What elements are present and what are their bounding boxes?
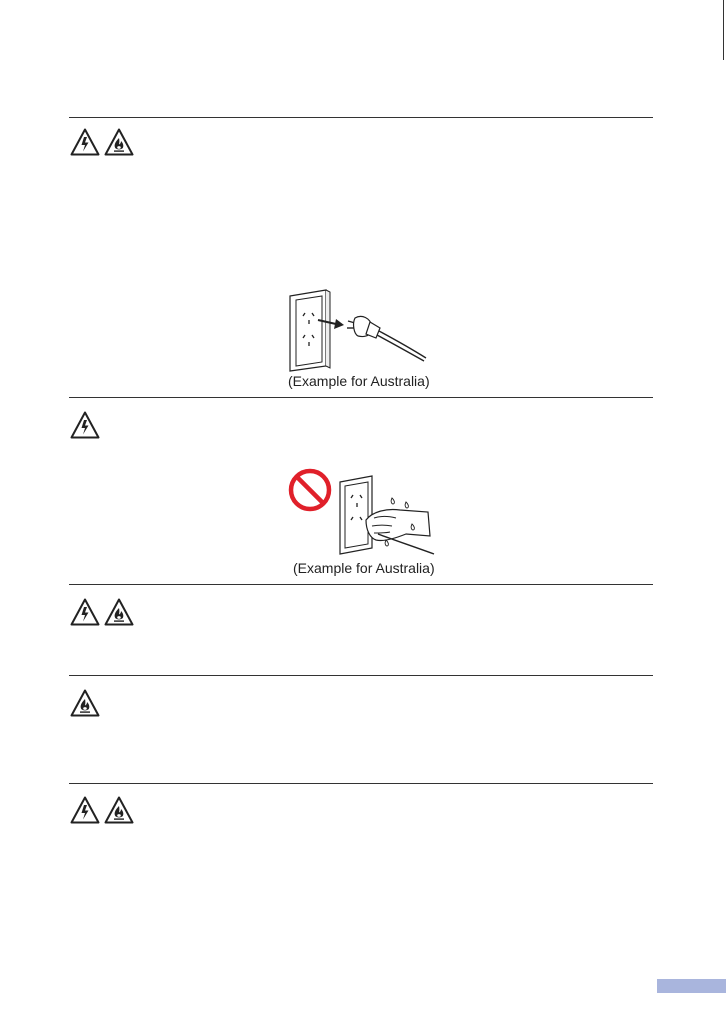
fire-hazard-icon [104,598,134,626]
fire-hazard-icon [104,796,134,824]
section-divider [69,117,653,118]
prohibited-wet-hands-illustration [288,468,436,556]
electric-shock-hazard-icon [70,128,100,156]
section-divider [69,584,653,585]
electric-shock-hazard-icon [70,411,100,439]
page-tab-marker [657,979,726,993]
section-divider [69,783,653,784]
fire-hazard-icon [104,128,134,156]
page-edge-marker [723,0,724,60]
figure-caption: (Example for Australia) [293,560,435,576]
electric-shock-hazard-icon [70,796,100,824]
electric-shock-hazard-icon [70,598,100,626]
warning-icons [70,796,134,824]
warning-icons [70,598,134,626]
fire-hazard-icon [70,689,100,717]
section-divider [69,397,653,398]
warning-icons [70,411,100,439]
unplug-from-outlet-illustration [284,288,430,372]
warning-icons [70,689,100,717]
warning-icons [70,128,134,156]
section-divider [69,675,653,676]
figure-caption: (Example for Australia) [288,373,430,389]
